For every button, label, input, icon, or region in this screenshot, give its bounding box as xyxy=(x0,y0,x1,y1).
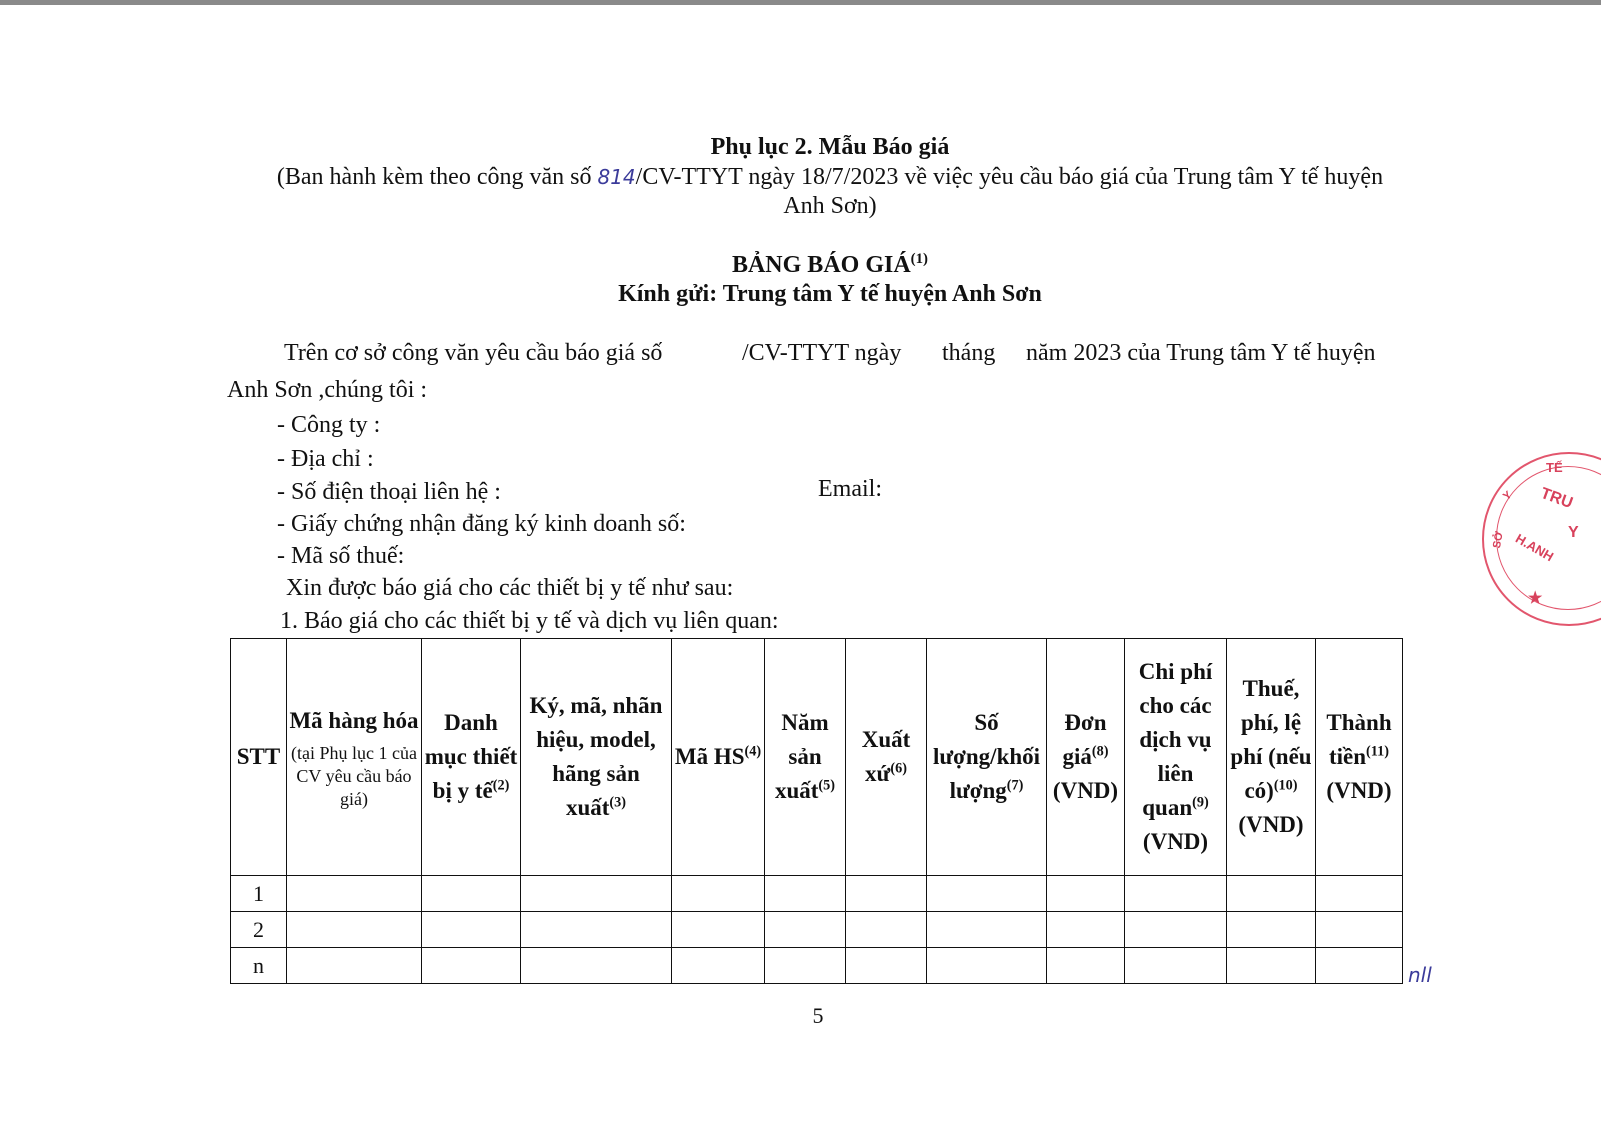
table-cell xyxy=(422,912,521,948)
seal-text: TRU xyxy=(1538,484,1575,513)
col-label: Thành tiền xyxy=(1326,710,1392,769)
table-cell xyxy=(1316,948,1403,984)
field-tax-code: - Mã số thuế: xyxy=(277,543,405,569)
table-cell xyxy=(927,948,1047,984)
basis-part-2: /CV-TTYT ngày xyxy=(742,340,902,366)
scan-top-edge xyxy=(0,0,1601,5)
issued-prefix: (Ban hành kèm theo công văn số xyxy=(276,164,598,190)
table-cell xyxy=(1125,912,1227,948)
col-note: (11) xyxy=(1366,743,1390,760)
col-note: (3) xyxy=(609,794,627,811)
col-note: (6) xyxy=(890,760,907,777)
table-row xyxy=(231,948,1403,984)
table-cell xyxy=(846,912,927,948)
col-label: STT xyxy=(236,744,281,769)
basis-part-3: tháng xyxy=(942,340,996,366)
table-row xyxy=(231,876,1403,912)
table-cell xyxy=(521,948,672,984)
table-cell xyxy=(1125,948,1227,984)
col-label: Năm sản xuất xyxy=(774,710,829,803)
table-cell xyxy=(1316,876,1403,912)
red-seal-stamp xyxy=(1482,452,1601,626)
initials-signature: nll xyxy=(1408,963,1432,987)
addressee: Kính gửi: Trung tâm Y tế huyện Anh Sơn xyxy=(618,281,1042,307)
issued-line xyxy=(0,164,1601,191)
col-label: Xuất xứ xyxy=(861,727,911,786)
quotation-table xyxy=(230,638,1403,984)
col-note: (9) xyxy=(1192,794,1209,811)
col-unit-price xyxy=(1047,639,1125,876)
field-business-license: - Giấy chứng nhận đăng ký kinh doanh số: xyxy=(277,511,686,537)
basis-part-1: Trên cơ sở công văn yêu cầu báo giá số xyxy=(284,340,663,366)
issued-suffix: /CV-TTYT ngày 18/7/2023 về việc yêu cầu báo giá của Trung tâm Y tế huyện xyxy=(635,164,1384,190)
col-unit: (VND) xyxy=(1142,829,1209,854)
col-label: Mã hàng hóa xyxy=(289,707,419,733)
table-cell xyxy=(1227,948,1316,984)
row-number: 1 xyxy=(231,876,287,912)
col-label: Đơn giá xyxy=(1062,710,1107,769)
col-label: Danh mục thiết bị y tế xyxy=(424,710,518,803)
field-phone: - Số điện thoại liên hệ : xyxy=(277,479,501,505)
col-label: Số lượng/khối lượng xyxy=(932,710,1041,803)
appendix-title: Phụ lục 2. Mẫu Báo giá xyxy=(710,134,950,160)
table-cell xyxy=(287,876,422,912)
field-company: - Công ty : xyxy=(277,412,381,438)
col-quantity xyxy=(927,639,1047,876)
table-cell xyxy=(1047,948,1125,984)
table-cell xyxy=(672,948,765,984)
table-row xyxy=(231,912,1403,948)
table-cell xyxy=(1047,912,1125,948)
col-item-code xyxy=(287,639,422,876)
table-cell xyxy=(1227,876,1316,912)
seal-text: TẾ xyxy=(1546,460,1563,475)
col-unit: (VND) xyxy=(1326,778,1392,803)
table-cell xyxy=(1047,876,1125,912)
table-cell xyxy=(521,876,672,912)
col-label: Ký, mã, nhãn hiệu, model, hãng sản xuất xyxy=(529,693,663,820)
quotation-title-text: BẢNG BÁO GIÁ xyxy=(731,252,911,278)
col-origin xyxy=(846,639,927,876)
col-note: (4) xyxy=(744,743,762,760)
table-cell xyxy=(422,876,521,912)
quotation-title xyxy=(0,252,1601,279)
col-stt xyxy=(231,639,287,876)
handwritten-document-number: 814 xyxy=(597,165,636,189)
table-cell xyxy=(765,876,846,912)
table-cell xyxy=(521,912,672,948)
table-cell xyxy=(1227,912,1316,948)
seal-text: Y xyxy=(1501,489,1515,503)
request-line: Xin được báo giá cho các thiết bị y tế như sau: xyxy=(286,575,734,601)
seal-text: SỞ xyxy=(1491,530,1506,550)
row-number: n xyxy=(231,948,287,984)
col-note: (5) xyxy=(818,777,836,794)
col-label: Mã HS xyxy=(674,744,745,769)
table-cell xyxy=(672,912,765,948)
col-brand-model xyxy=(521,639,672,876)
col-hs-code xyxy=(672,639,765,876)
col-label: Thuế, phí, lệ phí (nếu có) xyxy=(1230,676,1312,803)
col-unit: (VND) xyxy=(1238,812,1304,837)
seal-text: Y xyxy=(1568,524,1579,541)
basis-line-2: Anh Sơn ,chúng tôi : xyxy=(227,377,428,403)
basis-part-4: năm 2023 của Trung tâm Y tế huyện xyxy=(1026,340,1376,366)
col-total xyxy=(1316,639,1403,876)
col-unit: (VND) xyxy=(1052,778,1119,803)
table-cell xyxy=(672,876,765,912)
table-cell xyxy=(765,912,846,948)
table-cell xyxy=(765,948,846,984)
col-label: Chi phí cho các dịch vụ liên quan xyxy=(1138,659,1213,820)
col-taxes-fees xyxy=(1227,639,1316,876)
table-cell xyxy=(287,948,422,984)
col-related-services xyxy=(1125,639,1227,876)
table-cell xyxy=(287,912,422,948)
table-cell xyxy=(1125,876,1227,912)
field-address: - Địa chỉ : xyxy=(277,446,374,472)
section-1-title: 1. Báo giá cho các thiết bị y tế và dịch vụ liên quan: xyxy=(280,608,779,634)
col-manufacture-year xyxy=(765,639,846,876)
quotation-title-note: (1) xyxy=(910,251,929,267)
table-cell xyxy=(1316,912,1403,948)
table-cell xyxy=(846,948,927,984)
col-note: (8) xyxy=(1091,743,1109,760)
col-note: (7) xyxy=(1006,777,1024,794)
field-email: Email: xyxy=(818,476,882,502)
col-sublabel: (tại Phụ lục 1 của CV yêu cầu báo giá) xyxy=(291,742,417,809)
table-cell xyxy=(927,876,1047,912)
page-number: 5 xyxy=(812,1003,824,1028)
table-header-row xyxy=(231,639,1403,876)
table-cell xyxy=(422,948,521,984)
table-cell xyxy=(846,876,927,912)
seal-text: H.ANH xyxy=(1513,530,1557,565)
seal-star-icon: ★ xyxy=(1528,590,1543,607)
col-note: (10) xyxy=(1273,777,1298,794)
row-number: 2 xyxy=(231,912,287,948)
col-note: (2) xyxy=(492,777,510,794)
col-device-list xyxy=(422,639,521,876)
table-cell xyxy=(927,912,1047,948)
issued-line-2: Anh Sơn) xyxy=(783,193,877,219)
